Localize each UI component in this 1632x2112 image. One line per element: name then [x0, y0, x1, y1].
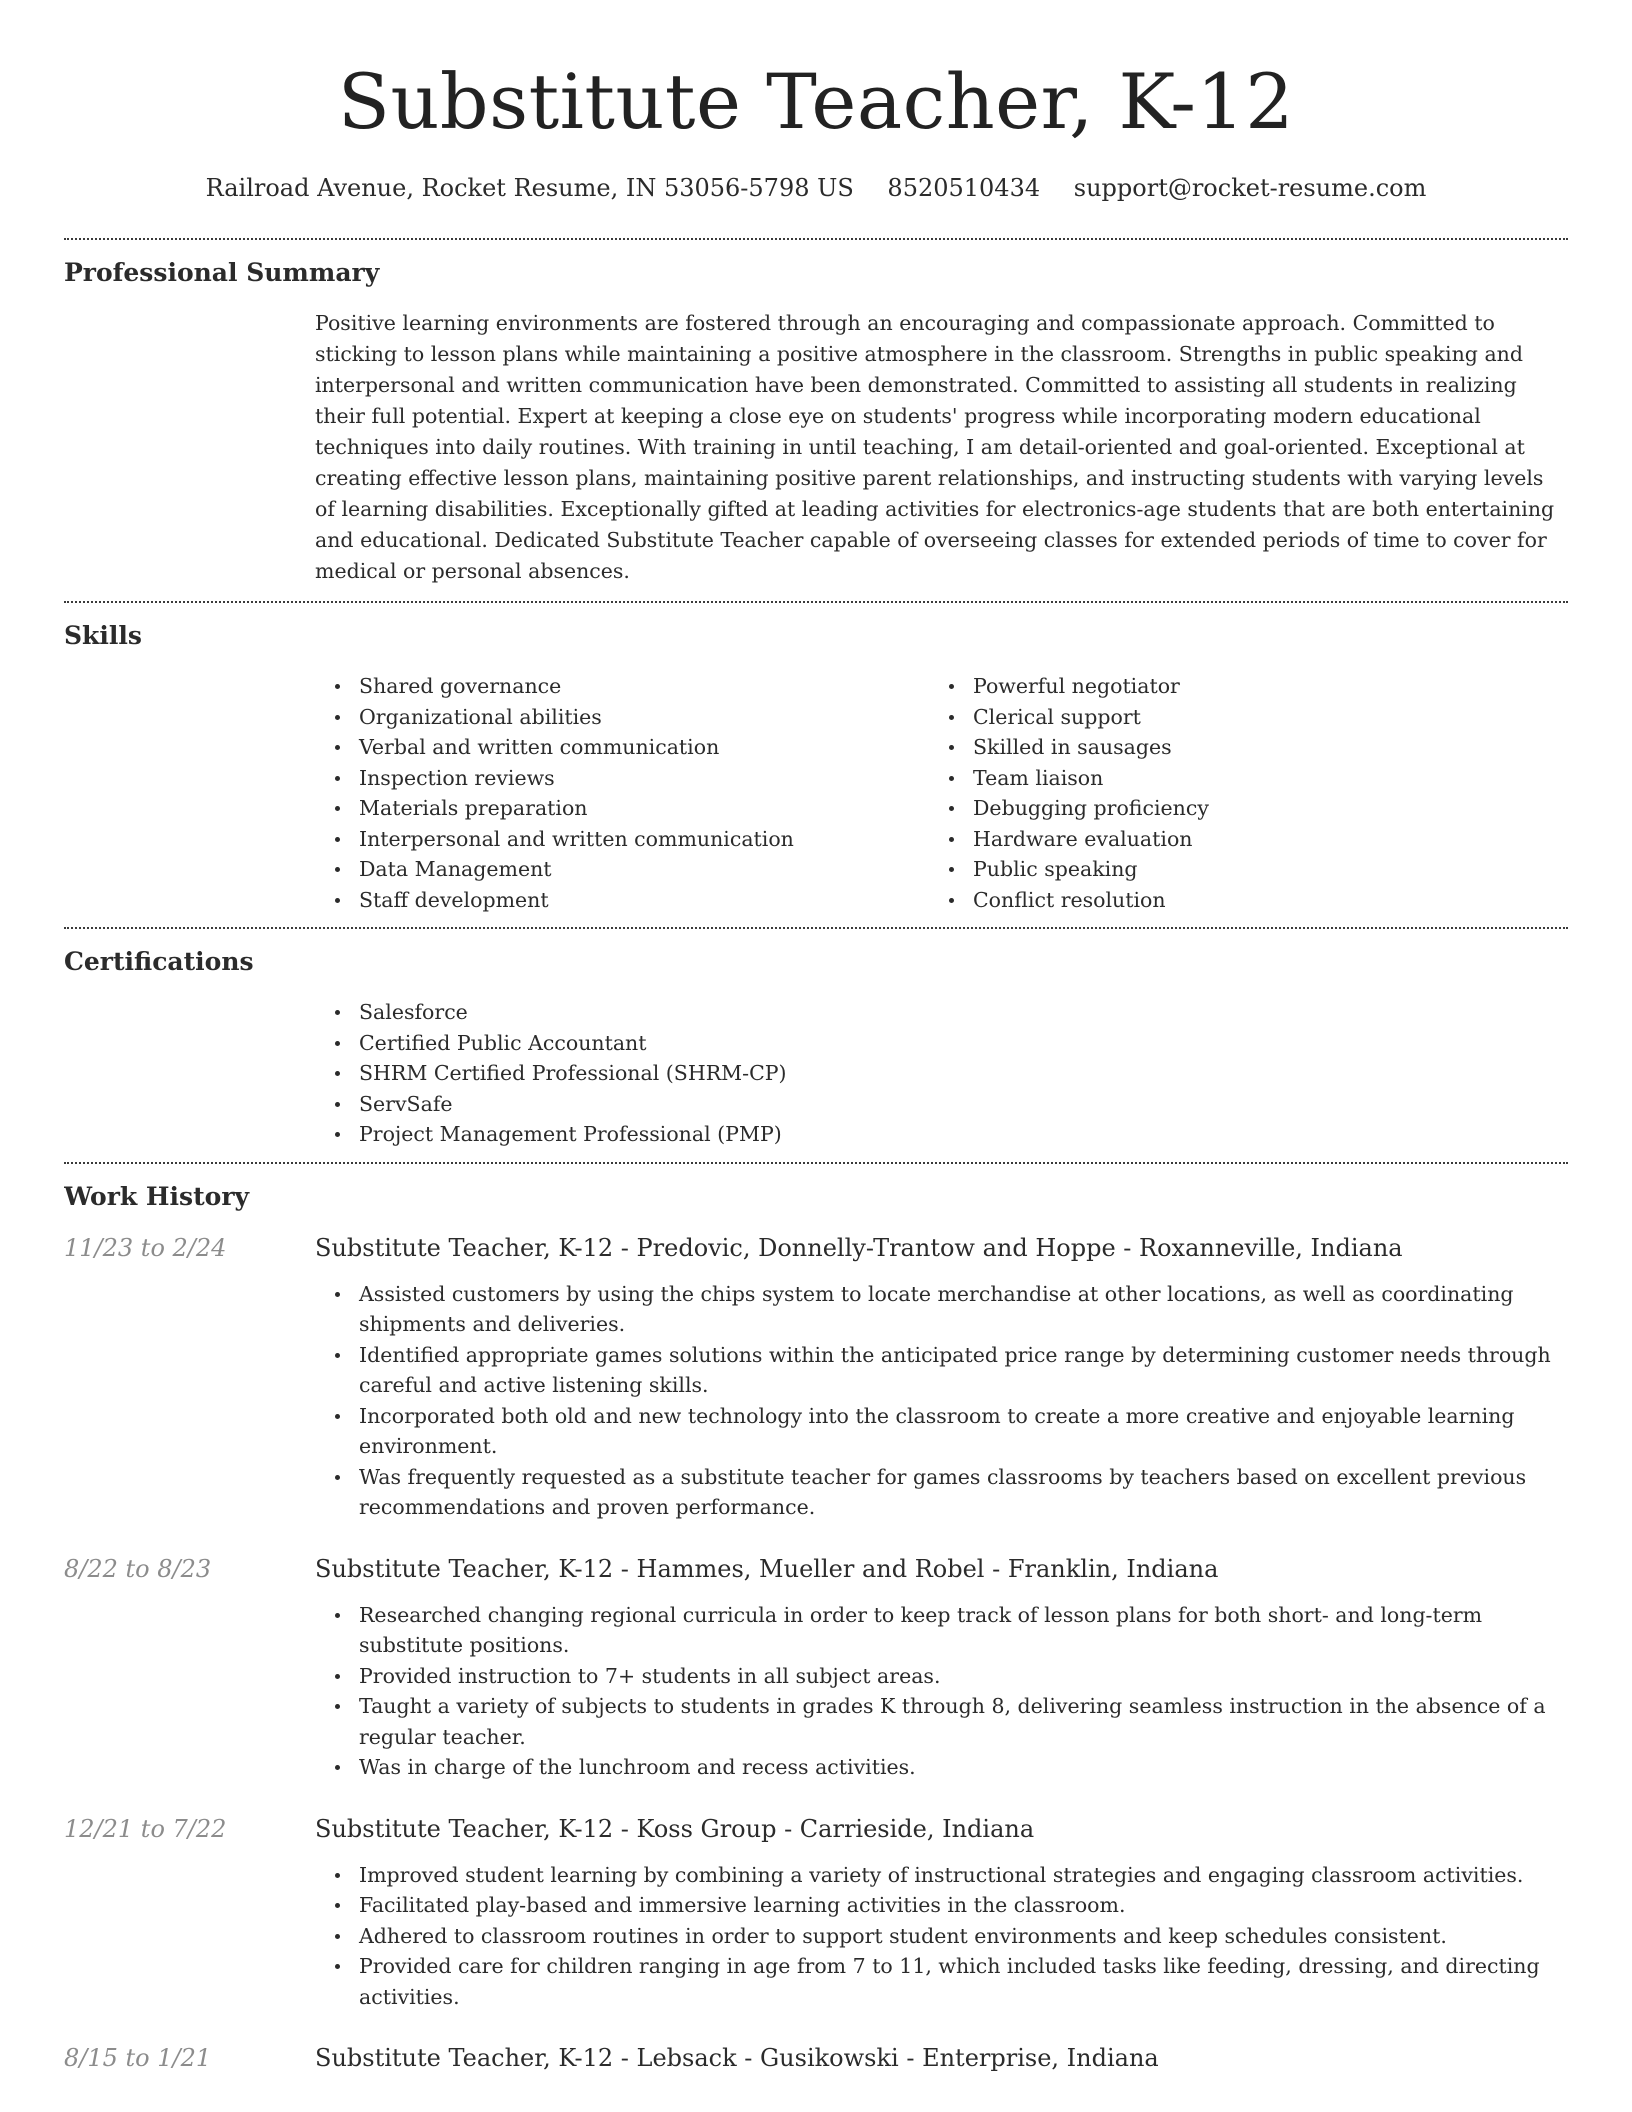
section-title-skills: Skills — [64, 621, 142, 650]
job-bullet: Improved student learning by combining a variety of instructional strategies and engaging classroom activities. — [315, 1860, 1568, 1891]
job-bullet: Was frequently requested as a substitute teacher for games classrooms by teachers based on excellent previous recommendations and proven performance. — [315, 1462, 1568, 1523]
job-bullets — [315, 1279, 1568, 1523]
job-entry — [64, 1553, 1568, 1783]
job-title: Substitute Teacher, K-12 - Lebsack - Gusikowski - Enterprise, Indiana — [315, 2044, 1159, 2072]
job-entry — [64, 1232, 1568, 1523]
job-bullets — [315, 1860, 1568, 2013]
job-dates: 11/23 to 2/24 — [64, 1233, 227, 1262]
skill-item: Materials preparation — [315, 793, 929, 824]
job-dates: 12/21 to 7/22 — [64, 1814, 227, 1843]
summary-text: Positive learning environments are fostered through an encouraging and compassionate approach. Committed to sticking to lesson plans while maintaining a positive atmosphere in the classroom. Strengths in public speaking and interpersonal and written communication have been demonstrated. Committed to assisting all students in realizing their full potential. Expert at keeping a close eye on students' progress while incorporating modern educational techniques into daily routines. With training in until teaching, I am detail-oriented and goal-oriented. Exceptional at creating effective lesson plans, maintaining positive parent relationships, and instructing students with varying levels of learning disabilities. Exceptionally gifted at leading activities for electronics-age students that are both entertaining and educational. Dedicated Substitute Teacher capable of overseeing classes for extended periods of time to cover for medical or personal absences. — [315, 311, 1555, 583]
job-bullet: Taught a variety of subjects to students in grades K through 8, delivering seamless instruction in the absence of a regular teacher. — [315, 1691, 1568, 1752]
skill-item: Clerical support — [929, 702, 1543, 733]
job-title: Substitute Teacher, K-12 - Hammes, Mueller and Robel - Franklin, Indiana — [315, 1554, 1219, 1583]
skill-item: Shared governance — [315, 671, 929, 702]
job-bullet: Provided instruction to 7+ students in all subject areas. — [315, 1661, 1568, 1692]
work-history-section — [64, 1164, 1568, 2112]
skill-item: Inspection reviews — [315, 763, 929, 794]
certification-item: SHRM Certified Professional (SHRM-CP) — [315, 1058, 1568, 1089]
skills-list-left — [315, 671, 929, 915]
contact-address: Railroad Avenue, Rocket Resume, IN 53056-5798 US — [205, 174, 854, 202]
certification-item: Project Management Professional (PMP) — [315, 1119, 1568, 1150]
job-bullets — [315, 1600, 1568, 1783]
skill-item: Skilled in sausages — [929, 732, 1543, 763]
job-entry — [64, 2042, 1568, 2089]
candidate-name: Substitute Teacher, K-12 — [337, 57, 1295, 146]
skill-item: Powerful negotiator — [929, 671, 1543, 702]
skill-item: Data Management — [315, 854, 929, 885]
skill-item: Conflict resolution — [929, 885, 1543, 916]
skill-item: Public speaking — [929, 854, 1543, 885]
job-details — [315, 1232, 1568, 1523]
job-details — [315, 1553, 1568, 1783]
section-title-certifications: Certifications — [64, 947, 254, 976]
skill-item: Team liaison — [929, 763, 1543, 794]
job-bullet: Was in charge of the lunchroom and recess activities. — [315, 1752, 1568, 1783]
skills-section — [64, 603, 1568, 927]
certifications-list — [315, 997, 1568, 1150]
job-title: Substitute Teacher, K-12 - Koss Group - Carrieside, Indiana — [315, 1814, 1035, 1843]
job-details — [315, 1813, 1568, 2013]
certifications-section — [64, 929, 1568, 1162]
certification-item: ServSafe — [315, 1089, 1568, 1120]
section-title-summary: Professional Summary — [64, 258, 380, 287]
section-title-work-history: Work History — [64, 1181, 250, 1211]
contact-email: support@rocket-resume.com — [1073, 174, 1427, 202]
skill-item: Verbal and written communication — [315, 732, 929, 763]
job-bullet: Assisted customers by using the chips system to locate merchandise at other locations, as well as coordinating shipments and deliveries. — [315, 1279, 1568, 1340]
resume-page — [64, 0, 1568, 2112]
skill-item: Hardware evaluation — [929, 824, 1543, 855]
job-bullet: Provided care for children ranging in age from 7 to 11, which included tasks like feeding, dressing, and directing activities. — [315, 1951, 1568, 2012]
skill-item: Debugging proficiency — [929, 793, 1543, 824]
skill-item: Interpersonal and written communication — [315, 824, 929, 855]
job-entry — [64, 1813, 1568, 2013]
skill-item: Staff development — [315, 885, 929, 916]
skill-item: Organizational abilities — [315, 702, 929, 733]
certification-item: Certified Public Accountant — [315, 1028, 1568, 1059]
job-dates: 8/15 to 1/21 — [64, 2044, 212, 2072]
summary-section — [64, 240, 1568, 601]
skills-grid — [315, 671, 1568, 915]
job-title: Substitute Teacher, K-12 - Predovic, Donnelly-Trantow and Hoppe - Roxanneville, Indiana — [315, 1233, 1403, 1262]
job-bullet: Incorporated both old and new technology into the classroom to create a more creative and enjoyable learning environment. — [315, 1401, 1568, 1462]
contact-phone: 8520510434 — [887, 174, 1041, 202]
job-bullet: Identified appropriate games solutions within the anticipated price range by determining customer needs through careful and active listening skills. — [315, 1340, 1568, 1401]
job-bullet: Facilitated play-based and immersive learning activities in the classroom. — [315, 1890, 1568, 1921]
skills-list-right — [929, 671, 1543, 915]
job-bullet: Researched changing regional curricula in order to keep track of lesson plans for both short- and long-term substitute positions. — [315, 1600, 1568, 1661]
job-details — [315, 2042, 1568, 2089]
certification-item: Salesforce — [315, 997, 1568, 1028]
job-dates: 8/22 to 8/23 — [64, 1554, 212, 1583]
job-bullet: Adhered to classroom routines in order to support student environments and keep schedules consistent. — [315, 1921, 1568, 1952]
contact-line — [64, 172, 1568, 204]
